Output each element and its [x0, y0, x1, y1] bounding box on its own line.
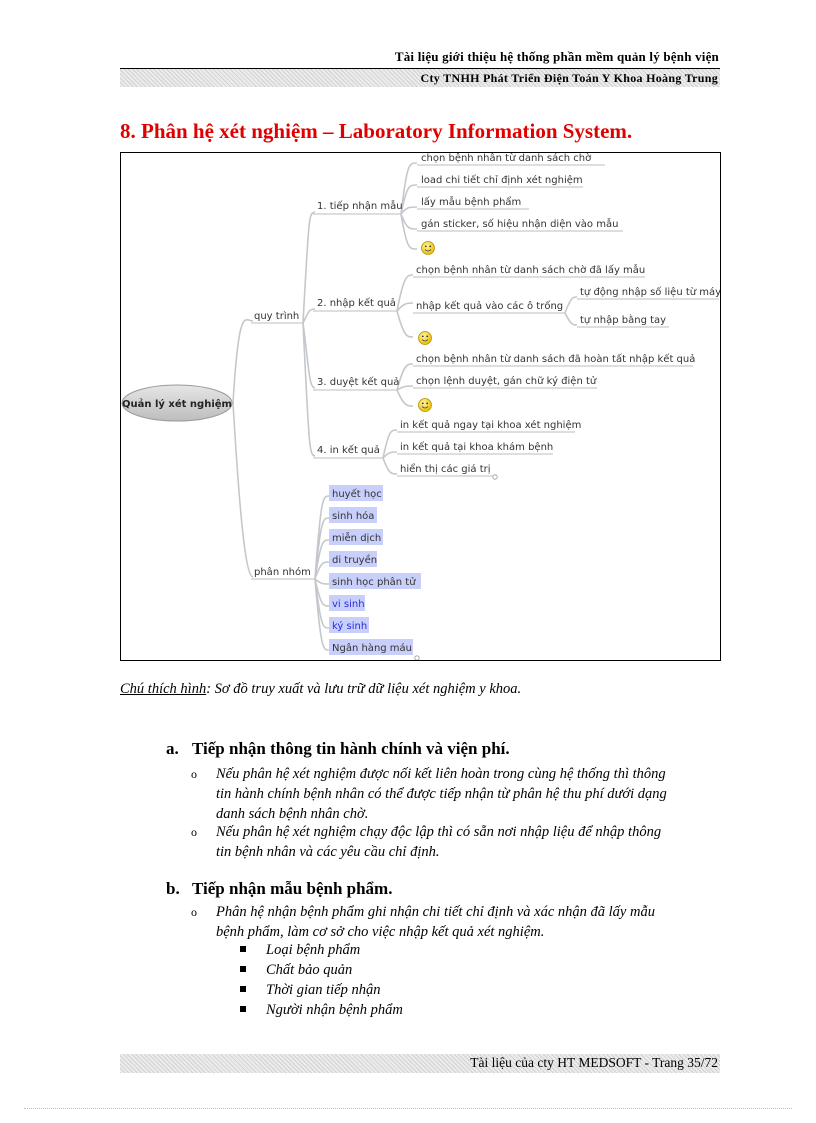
para-line: Phân hệ nhận bệnh phẩm ghi nhận chi tiết chỉ định và xác nhận đã lấy mẫu [216, 904, 655, 920]
leaf-phannhom-5: sinh học phân tử [332, 577, 416, 588]
collapse-dot-phannhom [415, 656, 419, 660]
mind-map-svg [121, 153, 721, 661]
smiley-icon [419, 332, 432, 345]
edge-b1-leaves [401, 163, 417, 249]
leaf-b4-2: in kết quả tại khoa khám bệnh [400, 442, 554, 453]
header-band [120, 68, 720, 87]
smiley-icon [419, 399, 432, 412]
leaf-b4-3: hiển thị các giá trị [400, 464, 491, 475]
leaf-phannhom-1: huyết học [332, 489, 382, 500]
list-item: Người nhận bệnh phẩm [266, 1002, 403, 1018]
leaf-b1-3: lấy mẫu bệnh phẩm [421, 197, 522, 208]
header-title: Tài liệu giới thiệu hệ thống phần mềm quản lý bệnh viện [394, 49, 719, 64]
leaf-phannhom-2: sinh hóa [332, 511, 375, 522]
label-b3: 3. duyệt kết quả [317, 377, 400, 388]
footer-band [120, 1054, 720, 1073]
edge-b4-leaves [383, 430, 397, 474]
leaf-phannhom-4: di truyền [332, 555, 378, 566]
leaf-phannhom-8: Ngân hàng máu [332, 643, 413, 654]
edge-b2-sub [565, 297, 577, 325]
figure-caption [120, 681, 521, 698]
leaf-b2-sub-1: tự động nhập số liệu từ máy [580, 287, 722, 298]
edge-b2-leaves [397, 275, 413, 337]
list-item: Loại bệnh phẩm [266, 942, 361, 958]
para-line: tin hành chính bệnh nhân có thể được tiếp nhận từ phân hệ thu phí dưới dạng [216, 786, 667, 802]
subsection-a-title: Tiếp nhận thông tin hành chính và viện phí. [192, 739, 510, 758]
caption-label: Chú thích hình [120, 681, 207, 697]
label-b1: 1. tiếp nhận mẫu [317, 201, 403, 212]
bullet-square-icon [240, 946, 246, 952]
mind-map-figure [120, 152, 721, 661]
para-line: danh sách bệnh nhân chờ. [216, 806, 369, 822]
section-title: 8. Phân hệ xét nghiệm – Laboratory Information System. [120, 119, 633, 143]
subsection-a-heading [166, 739, 510, 759]
smiley-icon [422, 242, 435, 255]
leaf-b2-2: nhập kết quả vào các ô trống [416, 301, 564, 312]
para-line: Nếu phân hệ xét nghiệm được nối kết liên hoàn trong cùng hệ thống thì thông [216, 766, 666, 782]
para-line: bệnh phẩm, làm cơ sở cho việc nhập kết quả xét nghiệm. [216, 924, 545, 940]
bullet-circle-icon: o [191, 905, 197, 919]
bullet-square-icon [240, 1006, 246, 1012]
para-line: tin bệnh nhân và các yêu cầu chỉ định. [216, 844, 440, 860]
edge-root-quytrinh [233, 320, 253, 403]
root-label: Quản lý xét nghiệm [122, 399, 232, 410]
bullet-square-icon [240, 986, 246, 992]
subsection-b-paragraph-1 [216, 902, 721, 942]
collapse-dot-b4 [493, 475, 497, 479]
subsection-a-letter: a. [166, 739, 179, 758]
bullet-circle-icon: o [191, 767, 197, 781]
bullet-square-icon [240, 966, 246, 972]
label-b2: 2. nhập kết quả [317, 298, 396, 309]
label-b4: 4. in kết quả [317, 445, 380, 456]
leaf-b2-sub-2: tự nhập bằng tay [580, 315, 667, 326]
subsection-b-heading [166, 879, 392, 899]
label-quytrinh: quy trình [254, 311, 300, 322]
leaf-b1-2: load chi tiết chỉ định xét nghiệm [421, 175, 583, 186]
leaf-b1-4: gán sticker, số hiệu nhận diện vào mẫu [421, 219, 619, 230]
leaf-b4-1: in kết quả ngay tại khoa xét nghiệm [400, 420, 582, 431]
label-phannhom: phân nhóm [254, 567, 311, 578]
leaf-b3-1: chọn bệnh nhân từ danh sách đã hoàn tất nhập kết quả [416, 354, 696, 365]
page-bottom-rule [24, 1108, 792, 1109]
edge-quytrinh-b1 [303, 212, 315, 323]
leaf-b3-2: chọn lệnh duyệt, gán chữ ký điện tử [416, 376, 597, 387]
subsection-b-title: Tiếp nhận mẫu bệnh phẩm. [192, 879, 393, 898]
leaf-phannhom-6: vi sinh [332, 599, 365, 610]
edge-phannhom-leaves [315, 496, 329, 650]
leaf-phannhom-3: miễn dịch [332, 533, 382, 544]
caption-text: : Sơ đồ truy xuất và lưu trữ dữ liệu xét nghiệm y khoa. [206, 681, 522, 697]
subsection-a-paragraph-1 [216, 764, 721, 824]
subsection-b-letter: b. [166, 879, 180, 898]
list-item: Thời gian tiếp nhận [266, 982, 381, 998]
edge-root-phannhom [233, 403, 253, 577]
leaf-b2-1: chọn bệnh nhân từ danh sách chờ đã lấy mẫu [416, 265, 646, 276]
header-company: Cty TNHH Phát Triển Điện Toán Y Khoa Hoàng Trung [420, 71, 718, 85]
list-item: Chất bảo quản [266, 962, 353, 978]
subsection-a-paragraph-2 [216, 822, 721, 862]
leaf-b1-1: chọn bệnh nhân từ danh sách chờ [421, 153, 592, 164]
leaf-phannhom-7: ký sinh [332, 621, 368, 632]
bullet-circle-icon: o [191, 825, 197, 839]
para-line: Nếu phân hệ xét nghiệm chạy độc lập thì có sẵn nơi nhập liệu để nhập thông [216, 824, 662, 840]
footer-text: Tài liệu của cty HT MEDSOFT - Trang 35/72 [470, 1055, 718, 1070]
